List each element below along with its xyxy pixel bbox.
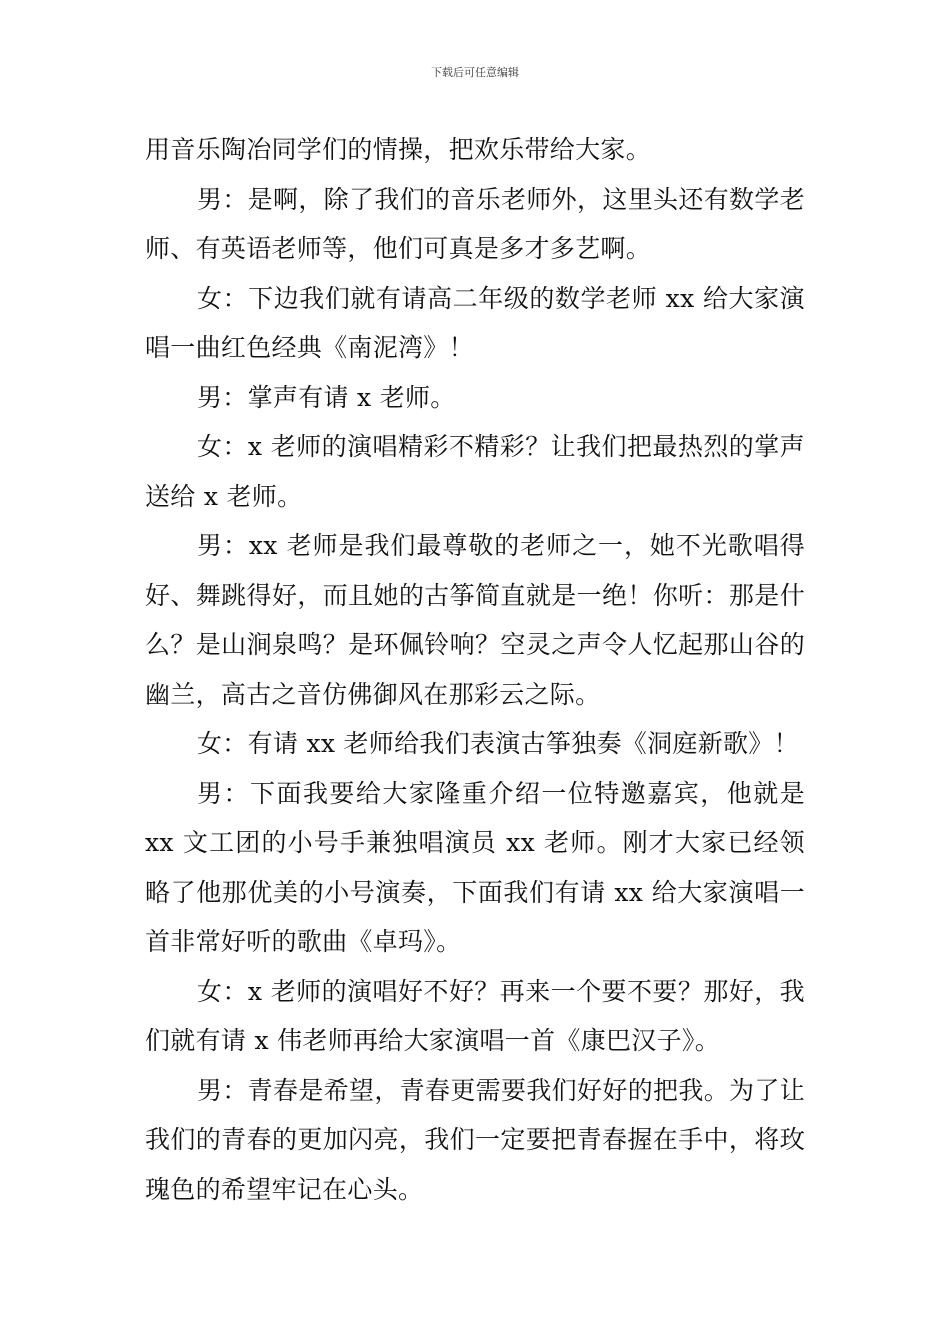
paragraph-2: 男：是啊，除了我们的音乐老师外，这里头还有数学老师、有英语老师等，他们可真是多才多艺啊。 [145,184,805,263]
paragraph-9: 女：x 老师的演唱好不好？再来一个要不要？那好，我们就有请 x 伟老师再给大家演唱一首《康巴汉子》。 [145,976,805,1055]
paragraph-8: 男：下面我要给大家隆重介绍一位特邀嘉宾，他就是 xx 文工团的小号手兼独唱演员 xx 老师。刚才大家已经领略了他那优美的小号演奏，下面我们有请 xx 给大家演唱一首非常好听的歌曲《卓玛》。 [145,778,805,956]
paragraph-4: 男：掌声有请 x 老师。 [197,382,456,412]
page-header: 下载后可任意编辑 [431,66,519,79]
paragraph-1: 用音乐陶冶同学们的情操，把欢乐带给大家。 [145,135,652,164]
document-body [145,125,805,1214]
paragraph-10: 男：青春是希望，青春更需要我们好好的把我。为了让我们的青春的更加闪亮，我们一定要把青春握在手中，将玫瑰色的希望牢记在心头。 [145,1075,805,1204]
paragraph-3: 女：下边我们就有请高二年级的数学老师 xx 给大家演唱一曲红色经典《南泥湾》！ [145,283,805,362]
paragraph-5: 女：x 老师的演唱精彩不精彩？让我们把最热烈的掌声送给 x 老师。 [145,432,805,511]
paragraph-7: 女：有请 xx 老师给我们表演古筝独奏《洞庭新歌》！ [197,729,799,758]
paragraph-6: 男：xx 老师是我们最尊敬的老师之一，她不光歌唱得好、舞跳得好，而且她的古筝简直就是一绝！你听：那是什么？是山涧泉鸣？是环佩铃响？空灵之声令人忆起那山谷的幽兰，高古之音仿佛御风在那彩云之际。 [145,531,805,709]
